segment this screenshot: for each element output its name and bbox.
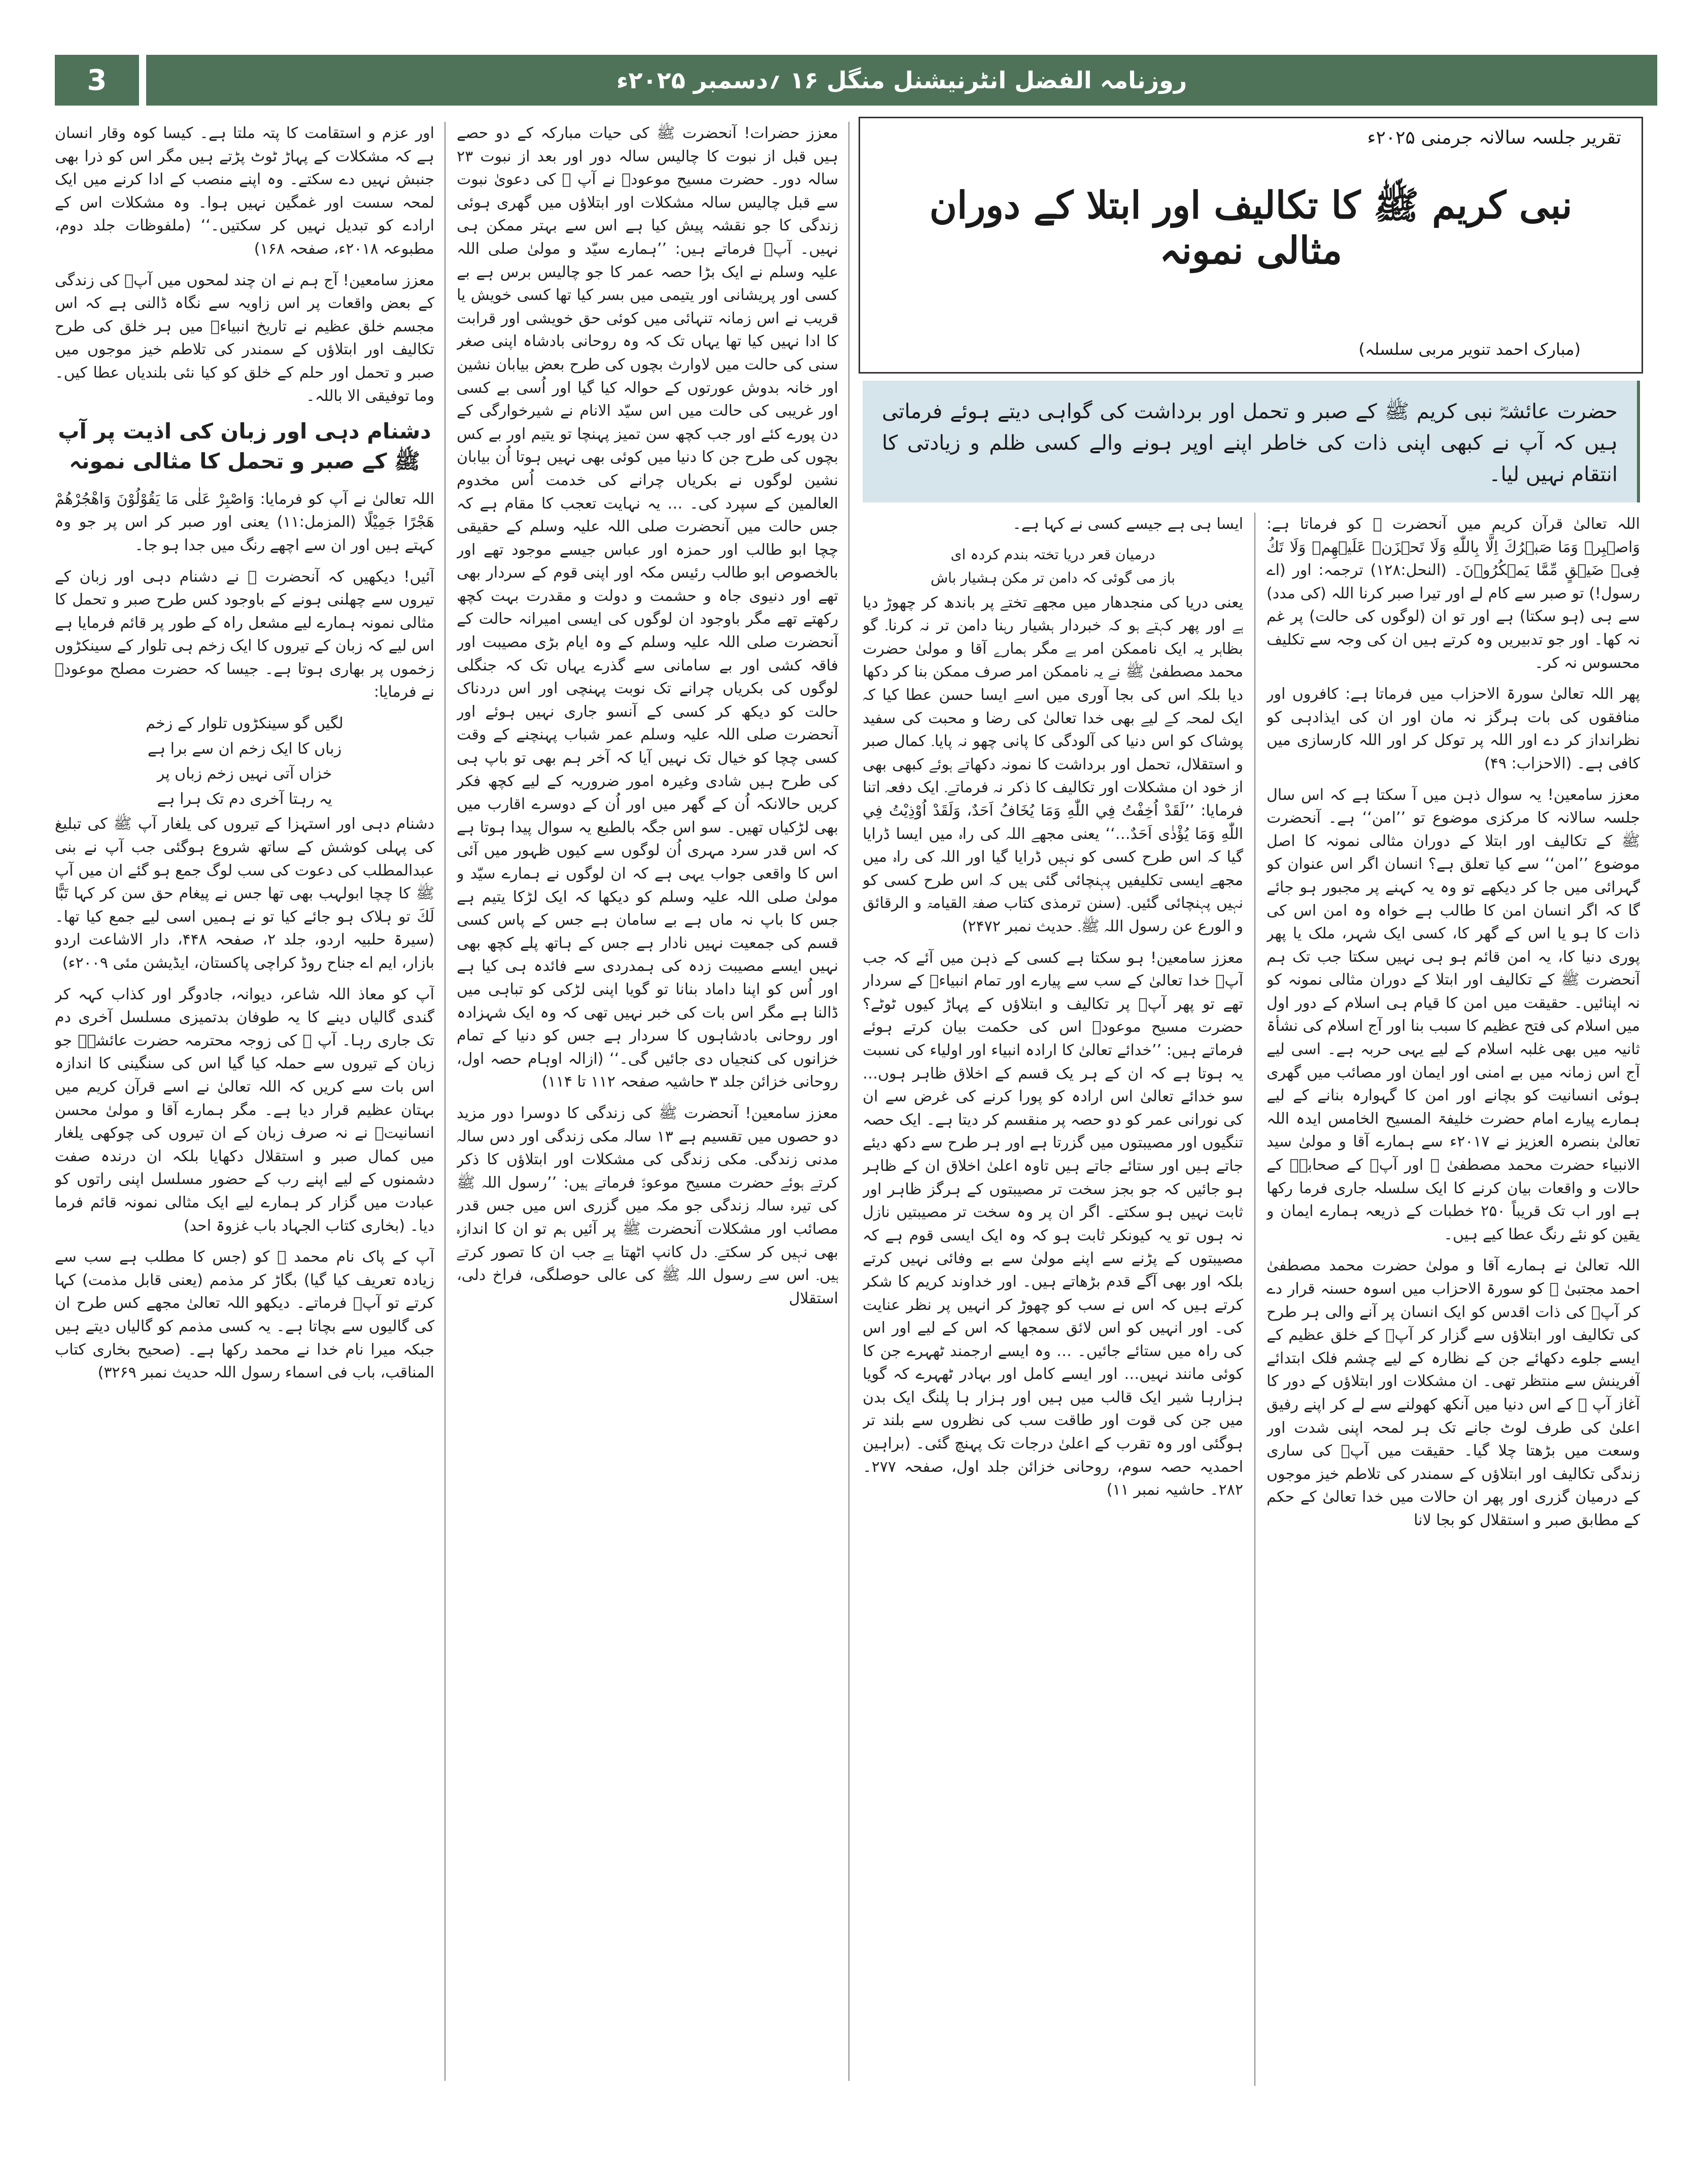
paragraph: معزز حضرات! آنحضرت ﷺ کی حیات مبارکہ کے دو حصے ہیں قبل از نبوت کا چالیس سالہ دور اور بعد از نبوت ۲۳ سالہ دور۔ حضرت مسیح موعودؑ نے آپ ﷺ کی دعویٰ نبوت سے قبل چالیس سالہ مشکلات اور ابتلاؤں میں گھری ہوئی زندگی کا جو نقشہ پیش کیا ہے اس سے بہتر ممکن ہی نہیں۔ آپؑ فرماتے ہیں: ’’ہمارے سیّد و مولیٰ صلی اللہ علیہ وسلم نے ایک بڑا حصہ عمر کا جو چالیس برس ہے بے کسی اور پریشانی اور یتیمی میں بسر کیا تھا کسی خویش یا قریب نے اس زمانہ تنہائی میں کوئی حق خویشی اور قرابت کا ادا نہیں کیا تھا یہاں تک کہ وہ روحانی بادشاہ اپنی صغر سنی کی حالت میں لاوارث بچوں کی طرح بعض بیابان نشین اور خانہ بدوش عورتوں کے حوالہ کیا گیا اور اُسی بے کسی اور غریبی کی حالت میں اس سیّد الانام نے شیرخوارگی کے دن پورے کئے اور جب کچھ سن تمیز پہنچا تو یتیم اور بے کس بچوں کی طرح جن کا دنیا میں کوئی بھی نہیں ہوتا اُن بیابان نشین لوگوں نے بکریاں چرانے کی خدمت اُس مخدوم العالمین کے سپرد کی۔ … یہ نہایت تعجب کا مقام ہے کہ جس حالت میں آنحضرت صلی اللہ علیہ وسلم کے حقیقی چچا ابو طالب اور حمزہ اور عباس جیسے موجود تھے اور بالخصوص ابو طالب رئیس مکہ اور اپنی قوم کے سردار بھی تھے اور دنیوی جاہ و حشمت و دولت و مقدرت بہت کچھ رکھتے تھے مگر باوجود ان لوگوں کی ایسی امیرانہ حالت کے آنحضرت صلی اللہ علیہ وسلم کے وہ ایام بڑی مصیبت اور فاقہ کشی اور بے سامانی سے گذرے یہاں تک کہ جنگلی لوگوں کی بکریاں چرانے تک نوبت پہنچی اور اس دردناک حالت کو دیکھ کر کسی کے آنسو جاری نہیں ہوئے اور آنحضرت صلی اللہ علیہ وسلم عمر شباب پہنچنے کے وقت کسی چچا کو خیال تک نہیں آیا کہ آخر ہم بھی تو باپ ہی کی طرح ہیں شادی وغیرہ امور ضروریہ کے لیے کچھ فکر کریں حالانکہ اُن کے گھر میں اور اُن کے دوسرے اقارب میں بھی لڑکیاں تھیں۔ سو اس جگہ بالطبع یہ سوال پیدا ہوتا ہے کہ اس قدر سرد مہری اُن لوگوں سے کیوں ظہور میں آئی اس کا واقعی جواب یہی ہے کہ ان لوگوں نے ہمارے سیّد و مولیٰ صلی اللہ علیہ وسلم کو دیکھا کہ ایک لڑکا یتیم ہے جس کا باپ نہ ماں ہے بے سامان ہے جس کے پاس کسی قسم کی جمعیت نہیں نادار ہے جس کے ہاتھ پلے کچھ بھی نہیں ایسے مصیبت زدہ کی ہمدردی سے فائدہ ہی کیا ہے اور اُس کو اپنا داماد بنانا تو گویا اپنی لڑکی کو تباہی میں ڈالنا ہے مگر اس بات کی خبر نہیں تھی کہ وہ ایک شہزادہ اور روحانی بادشاہوں کا سردار ہے جس کو دنیا کے تمام خزانوں کی کنجیاں دی جائیں گی۔‘‘ (ازالہ اوہام حصہ اول، روحانی خزائن جلد ۳ حاشیہ صفحہ ۱۱۲ تا ۱۱۴): [457, 124, 838, 1091]
column-rule: [445, 122, 446, 2081]
persian-verse: درمیان قعر دریا تختہ بندم کردہ ای: [950, 546, 1155, 563]
column-rule: [848, 122, 849, 2081]
column-mid-right: [863, 513, 1243, 2086]
page-header: [55, 55, 1657, 106]
section-heading: دشنام دہی اور زبان کی اذیت پر آپ ﷺ کے صبر و تحمل کا مثالی نمونہ: [58, 419, 431, 474]
paragraph: آپ کے پاک نام محمد ﷺ کو (جس کا مطلب ہے سب سے زیادہ تعریف کیا گیا) بگاڑ کر مذمم (یعنی قابل مذمت) کہا کرتے تو آپؐ فرماتے۔ دیکھو اللہ تعالیٰ مجھے کس طرح ان کی گالیوں سے بچاتا ہے۔ یہ کسی مذمم کو گالیاں دیتے ہیں جبکہ میرا نام خدا نے محمد رکھا ہے۔ (صحیح بخاری کتاب المناقب، باب فی اسماء رسول اللہ حدیث نمبر ۳۲۶۹): [55, 1248, 434, 1382]
article-title-box: [859, 117, 1643, 374]
paragraph: آپ کو معاذ اللہ شاعر، دیوانہ، جادوگر اور کذاب کہہ کر گندی گالیاں دینے کا یہ طوفان بدتمیزی مسلسل آخری دم تک جاری رہا۔ آپ ﷺ کی زوجہ محترمہ حضرت عائشہؓ جو زبان کے تیروں سے حملہ کیا گیا اس کی سنگینی کا اندازہ اس بات سے کریں کہ اللہ تعالیٰ نے اسے قرآن کریم میں بہتان عظیم قرار دیا ہے۔ مگر ہمارے آقا و مولیٰ محسن انسانیتؐ نے نہ صرف زبان کے ان تیروں کی چوکھی یلغار میں کمال صبر و استقلال دکھایا بلکہ ان درندہ صفت دشمنوں کے لیے اپنے رب کے حضور مسلسل اپنی راتوں کو عبادت میں گزار کر ہمارے لیے ایک مثالی نمونہ قائم فرما دیا۔ (بخاری کتاب الجہاد باب غزوۃ احد): [55, 985, 434, 1235]
paragraph: یعنی دریا کی منجدھار میں مجھے تختے پر باندھ کر چھوڑ دیا ہے اور پھر کہتے ہو کہ خبردار ہشیار رہنا دامن تر نہ کرنا۔ گو بظاہر یہ ایک ناممکن امر ہے مگر ہمارے آقا و مولیٰ حضرت محمد مصطفیٰ ﷺ نے یہ ناممکن امر صرف ممکن بنا کر دکھا دیا بلکہ اس کی بجا آوری میں اسے ایسا حسن عطا کیا کہ ایک لمحہ کے لیے بھی خدا تعالیٰ کی رضا و محبت کی سفید پوشاک کو اس دنیا کی آلودگی کا پانی چھو نہ پایا۔ کمال صبر و استقلال، تحمل اور برداشت کا نمونہ دکھاتے ہوئے کبھی بھی از خود ان مشکلات اور تکالیف کا ذکر نہ فرماتے۔ ایک دفعہ اتنا فرمایا: ’’لَقَدْ اُخِفْتُ فِي اللّٰهِ وَمَا يُخَافُ اَحَدٌ، وَلَقَدْ اُوْذِيْتُ فِي اللّٰهِ وَمَا يُؤْذٰى اَحَدٌ…‘‘ یعنی مجھے اللہ کی راہ میں ایسا ڈرایا گیا کہ اس طرح کسی کو نہیں ڈرایا گیا اور اللہ کی راہ میں مجھے ایسی تکلیفیں پہنچائی گئی ہیں کہ اس طرح کسی کو نہیں پہنچائی گئیں۔ (سنن ترمذی کتاب صفۃ القیامۃ و الرقائق و الورع عن رسول اللہ ﷺ۔ حدیث نمبر ۲۴۷۲): [863, 593, 1243, 935]
paragraph: ایسا ہی ہے جیسے کسی نے کہا ہے۔: [1012, 515, 1243, 533]
pull-quote: حضرت عائشہؓ نبی کریم ﷺ کے صبر و تحمل اور برداشت کی گواہی دیتے ہوئے فرماتی ہیں کہ آپ نے کبھی اپنی ذات کی خاطر اپنے اوپر ہونے والے کسی ظلم و زیادتی کا انتقام نہیں لیا۔: [863, 381, 1640, 502]
paragraph: اللہ تعالیٰ نے ہمارے آقا و مولیٰ حضرت محمد مصطفیٰ احمد مجتبیٰ ﷺ کو سورۃ الاحزاب میں اسوہ حسنہ قرار دے کر آپؐ کی ذات اقدس کو ایک انسان پر آنے والی ہر طرح کی تکالیف اور ابتلاؤں سے گزار کر آپؐ کے خلق عظیم کے ایسے جلوے دکھائے جن کے نظارہ کے لیے چشم فلک ابتدائے آفرینش سے منتظر تھی۔ ان مشکلات اور ابتلاؤں کے دور کا آغاز آپ ﷺ کے اس دنیا میں آنکھ کھولنے سے لے کر اپنے رفیق اعلیٰ کی طرف لوٹ جانے تک ہر لمحہ اپنی شدت اور وسعت میں بڑھتا چلا گیا۔ حقیقت میں آپؐ کی ساری زندگی تکالیف اور ابتلاؤں کے سمندر کی تلاطم خیز موجوں کے درمیان گزری اور پھر ان حالات میں خدا تعالیٰ کے حکم کے مطابق صبر و استقلال کو بجا لانا: [1267, 1257, 1640, 1529]
paragraph: آئیں! دیکھیں کہ آنحضرت ﷺ نے دشنام دہی اور زبان کے تیروں سے چھلنی ہونے کے باوجود کس طرح صبر و تحمل کا مثالی نمونہ ہمارے لیے مشعل راہ کے طور پر قائم فرمایا ہے اس لیے کہ زبان کے تیروں کا ایک زخم ہی تلوار کے سینکڑوں زخموں پر بھاری ہوتا ہے۔ جیسا کہ حضرت مصلح موعودؓ نے فرمایا:: [55, 567, 434, 701]
article-tag: تقریر جلسہ سالانہ جرمنی ۲۰۲۵ء: [1367, 127, 1621, 148]
paragraph: دشنام دہی اور استہزا کے تیروں کی یلغار آپ ﷺ کی تبلیغ کی پہلی کوشش کے ساتھ شروع ہوگئی جب آپ نے بنی عبدالمطلب کی دعوت کی سب لوگ جمع ہو گئے ان میں آپ ﷺ کا چچا ابولہب بھی تھا جس نے پیغام حق سن کر کہا تَبًّا لَكَ تو ہلاک ہو جائے کیا تو نے ہمیں اسی لیے جمع کیا تھا۔ (سیرۃ حلبیہ اردو، جلد ۲، صفحہ ۴۴۸، دار الاشاعت اردو بازار، ایم اے جناح روڈ کراچی پاکستان، ایڈیشن مئی ۲۰۰۹ء): [55, 815, 434, 972]
paragraph: پھر اللہ تعالیٰ سورۃ الاحزاب میں فرماتا ہے: کافروں اور منافقوں کی بات ہرگز نہ مان اور ان کی ایذادہی کو نظرانداز کر دے اور اللہ پر توکل کر اور اللہ کارسازی میں کافی ہے۔ (الاحزاب: ۴۹): [1267, 685, 1640, 772]
persian-verse: باز می گوئی کہ دامن تر مکن ہشیار باش: [930, 569, 1175, 587]
paragraph: معزز سامعین! آج ہم نے ان چند لمحوں میں آپؐ کی زندگی کے بعض واقعات پر اس زاویہ سے نگاہ ڈالنی ہے کہ اس مجسم خلق عظیم نے تاریخ انبیاءؑ میں ہر خلق کی طرح تکالیف اور ابتلاؤں کے سمندر کی تلاطم خیز موجوں میں صبر و تحمل اور حلم کے خلق کو کیا نئی بلندیاں عطا کیں۔ وما توفیقی الا باللہ۔: [55, 271, 434, 405]
article-byline: (مبارک احمد تنویر مربی سلسلہ): [1358, 340, 1581, 359]
masthead: روزنامہ الفضل انٹرنیشنل منگل ۱۶ ؍دسمبر ۲۰۲۵ء: [146, 55, 1657, 106]
column-rule: [1254, 513, 1255, 2086]
poem-line: زباں کا ایک زخم ان سے برا ہے: [147, 739, 342, 758]
column-left: [55, 122, 434, 2086]
paragraph: اور عزم و استقامت کا پتہ ملتا ہے۔ کیسا کوہ وقار انسان ہے کہ مشکلات کے پہاڑ ٹوٹ پڑتے ہیں مگر اس کو ذرا بھی جنبش نہیں دے سکتے۔ وہ اپنے منصب کے ادا کرنے میں ایک لمحہ سست اور غمگین نہیں ہوا۔ وہ مشکلات اس کے ارادے کو تبدیل نہیں کر سکتیں۔‘‘ (ملفوظات جلد دوم، مطبوعہ ۲۰۱۸ء، صفحہ ۱۶۸): [55, 124, 434, 258]
poem-line: یہ رہتا آخری دم تک ہرا ہے: [157, 790, 332, 808]
article-title: نبی کریم ﷺ کا تکالیف اور ابتلا کے دوران مثالی نمونہ: [929, 184, 1573, 273]
column-right: [1267, 513, 1640, 2086]
poem-line: خزاں آتی نہیں زخم زباں پر: [157, 765, 332, 783]
column-mid-left: [457, 122, 838, 2086]
paragraph: اللہ تعالیٰ قرآن کریم میں آنحضرت ﷺ کو فرماتا ہے: وَاصۡبِرۡ وَمَا صَبۡرُكَ اِلَّا بِاللّٰهِ وَلَا تَحۡزَنۡ عَلَيۡهِمۡ وَلَا تَكُ فِىۡ ضَيۡقٍ مِّمَّا يَمۡكُرُوۡنَ۔ (النحل:۱۲۸) ترجمہ: اور (اے رسول!) تو صبر سے کام لے اور تیرا صبر کرنا اللہ (کی مدد) سے ہی (ہو سکتا) ہے اور تو ان (لوگوں کی حالت) پر غم نہ کھا۔ اور جو تدبیریں وہ کرتے ہیں ان کی وجہ سے تکلیف محسوس نہ کر۔: [1267, 515, 1640, 672]
paragraph: معزز سامعین! ہو سکتا ہے کسی کے ذہن میں آئے کہ جب آپؐ خدا تعالیٰ کے سب سے پیارے اور تمام انبیاءؑ کے سردار تھے تو پھر آپؐ پر تکالیف و ابتلاؤں کے پہاڑ کیوں ٹوٹے؟ حضرت مسیح موعودؑ اس کی حکمت بیان کرتے ہوئے فرماتے ہیں: ’’خدائے تعالیٰ کا ارادہ انبیاء اور اولیاء کی نسبت یہ ہوتا ہے کہ ان کے ہر یک قسم کے اخلاق ظاہر ہوں… سو خدائے تعالیٰ اس ارادہ کو پورا کرنے کی غرض سے ان کی نورانی عمر کو دو حصہ پر منقسم کر دیتا ہے۔ ایک حصہ تنگیوں اور مصیبتوں میں گزرتا ہے اور ہر طرح سے دکھ دیئے جاتے ہیں اور ستائے جاتے ہیں تاوہ اعلیٰ اخلاق ان کے ظاہر ہو جائیں کہ جو بجز سخت تر مصیبتوں کے ہرگز ظاہر اور ثابت نہیں ہو سکتے۔ اگر ان پر وہ سخت تر مصیبتیں نازل نہ ہوں تو یہ کیونکر ثابت ہو کہ وہ ایک ایسی قوم ہے کہ مصیبتوں کے پڑنے سے اپنے مولیٰ سے بے وفائی نہیں کرتے بلکہ اور بھی آگے قدم بڑھاتے ہیں۔ اور خداوند کریم کا شکر کرتے ہیں کہ اس نے سب کو چھوڑ کر انہیں پر نظر عنایت کی۔ اور انہیں کو اس لائق سمجھا کہ اس کے لیے اور اس کی راہ میں ستائے جائیں۔ … وہ ایسے ارجمند ٹھہرے جن کا کوئی مانند نہیں… اور ایسے کامل اور بہادر ٹھہرے کہ گویا ہزارہا شیر ایک قالب میں ہیں اور ہزار ہا پلنگ ایک بدن میں جن کی قوت اور طاقت سب کی نظروں سے بلند تر ہوگئی اور وہ تقرب کے اعلیٰ درجات تک پہنچ گئی۔ (براہین احمدیہ حصہ سوم، روحانی خزائن جلد اول، صفحہ ۲۷۷۔۲۸۲۔ حاشیہ نمبر ۱۱): [863, 949, 1243, 1499]
paragraph: معزز سامعین! آنحضرت ﷺ کی زندگی کا دوسرا دور مزید دو حصوں میں تقسیم ہے ۱۳ سالہ مکی زندگی اور دس سالہ مدنی زندگی۔ مکی زندگی کی مشکلات اور ابتلاؤں کا ذکر کرتے ہوئے حضرت مسیح موعودؑ فرماتے ہیں: ’’رسول اللہ ﷺ کی تیرہ سالہ زندگی جو مکہ میں گزری اس میں جس قدر مصائب اور مشکلات آنحضرت ﷺ پر آئیں ہم تو ان کا اندازہ بھی نہیں کر سکتے۔ دل کانپ اٹھتا ہے جب ان کا تصور کرتے ہیں۔ اس سے رسول اللہ ﷺ کی عالی حوصلگی، فراخ دلی، استقلال: [457, 1104, 838, 1307]
paragraph: معزز سامعین! یہ سوال ذہن میں آ سکتا ہے کہ اس سال جلسہ سالانہ کا مرکزی موضوع تو ’’امن‘‘ ہے۔ آنحضرت ﷺ کے تکالیف اور ابتلا کے دوران مثالی نمونہ کا اصل موضوع ’’امن‘‘ سے کیا تعلق ہے؟ انسان اگر اس عنوان کو گہرائی میں جا کر دیکھے تو وہ یہ کہنے پر مجبور ہو جائے گا کہ اگر انسان امن کا طالب ہے خواہ وہ امن اس کی ذات کا ہو یا اس کے گھر کا، کسی ایک شہر، ملک یا پھر پوری دنیا کا، یہ امن قائم ہو ہی نہیں سکتا جب تک ہم آنحضرت ﷺ کے تکالیف اور ابتلا کے دوران مثالی نمونہ کو نہ اپنائیں۔ حقیقت میں امن کا قیام ہی اسلام کے دور اول میں اسلام کی فتح عظیم کا سبب بنا اور آج اسلام کی نشأۃ ثانیہ میں بھی غلبہ اسلام کے لیے یہی حربہ ہے۔ اسی لیے آج اس زمانہ میں بے امنی اور ایمان اور مصائب میں گھری ہوئی انسانیت کو بچانے اور امن کا گہوارہ بنانے کے لیے ہمارے پیارے امام حضرت خلیفۃ المسیح الخامس ایدہ اللہ تعالیٰ بنصرہ العزیز نے ۲۰۱۷ء سے ہمارے آقا و مولیٰ سید الانبیاء حضرت محمد مصطفیٰ ﷺ اور آپؐ کے صحابہؓ کے حالات و واقعات بیان کرنے کا ایک سلسلہ جاری فرما رکھا ہے اور اب تک قریباً ۲۵۰ خطبات کے ذریعہ ہمارے ایمان و یقین کو نئے رنگ عطا کیے ہیں۔: [1267, 786, 1640, 1243]
paragraph: اللہ تعالیٰ نے آپ کو فرمایا: وَاصْبِرْ عَلٰى مَا يَقُوْلُوْنَ وَاهْجُرْهُمْ هَجْرًا جَمِيْلًا (المزمل:۱۱) یعنی اور صبر کر اس پر جو وہ کہتے ہیں اور ان سے اچھے رنگ میں جدا ہو جا۔: [55, 490, 434, 554]
poem-line: لگیں گو سینکڑوں تلوار کے زخم: [146, 715, 344, 733]
page-number: 3: [55, 55, 139, 106]
